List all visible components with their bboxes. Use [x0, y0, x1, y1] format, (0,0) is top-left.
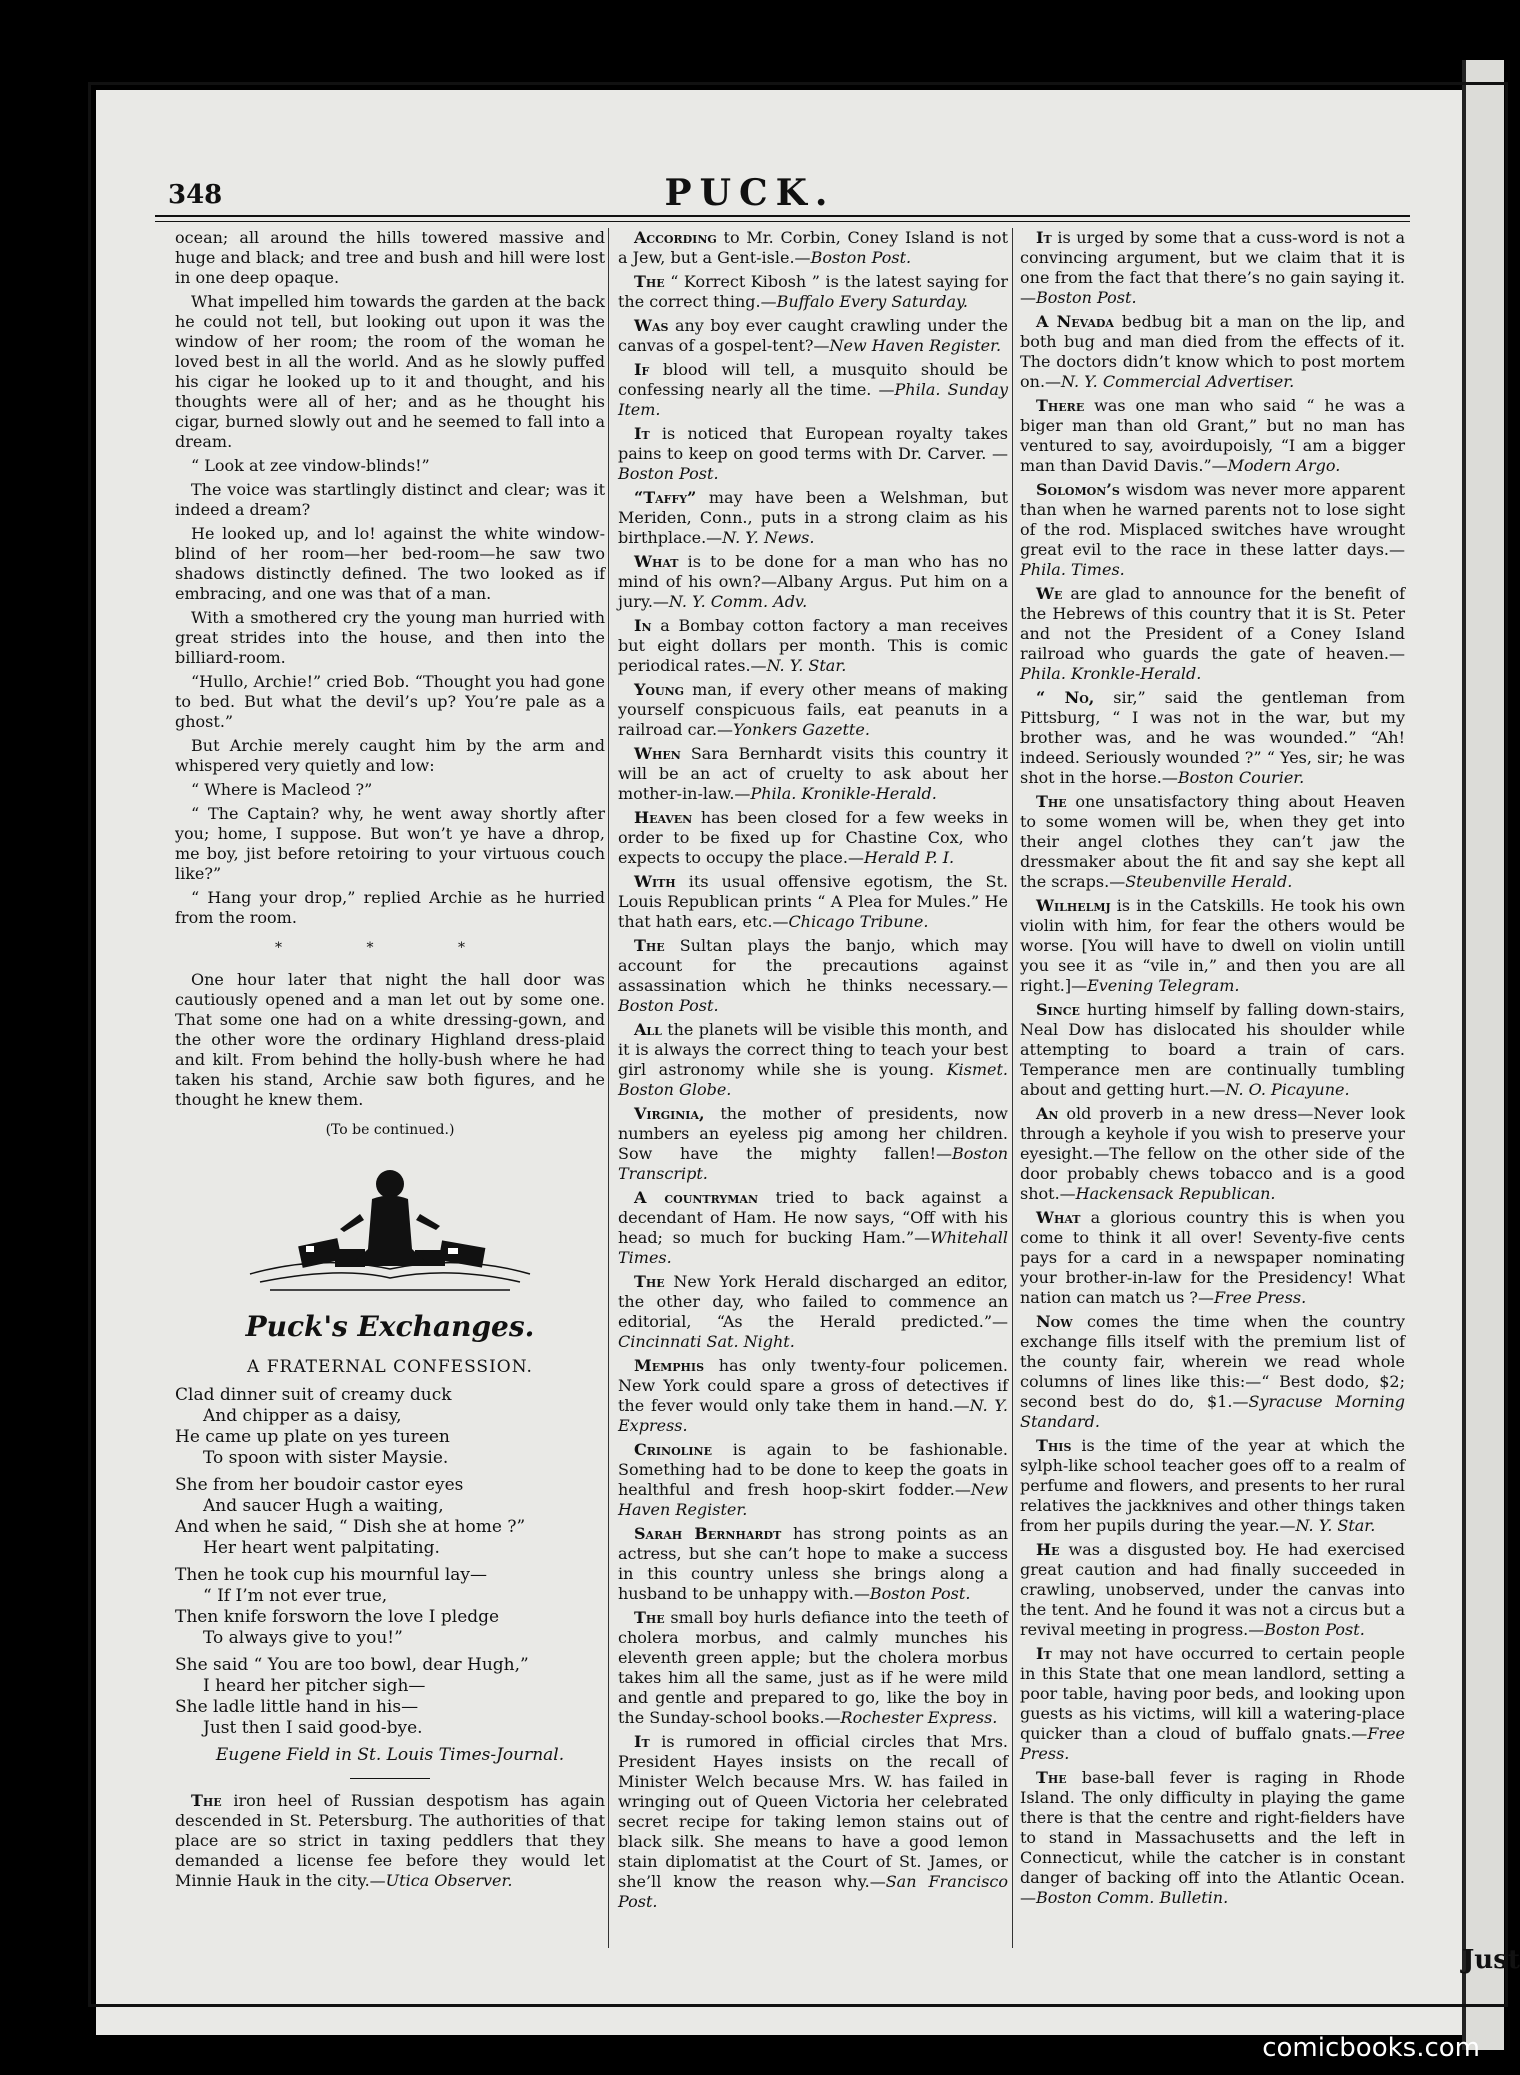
source-credit: Boston Post. [869, 1584, 971, 1603]
lead-word: Solomon’s [1036, 480, 1120, 499]
story-paragraph: With a smothered cry the young man hurried with great strides into the house, and then into the billiard-room. [175, 608, 605, 667]
exchanges-illustration [240, 1154, 540, 1304]
paragraph-text: may not have occurred to certain people in this State that one mean landlord, setting a poor table, having poor beds, and looking upon guests as his victims, will kill a watering-place quicker than a cloud of buffalo gnats.— [1020, 1644, 1405, 1743]
joke-paragraph [1020, 1312, 1405, 1432]
paragraph-text: is noticed that European royalty takes pains to keep on good terms with Dr. Carver. — [618, 424, 1008, 463]
column-1 [175, 228, 605, 1895]
source-credit: New Haven Register. [618, 1480, 1008, 1519]
source-credit: N. Y. Commercial Advertiser. [1061, 372, 1295, 391]
source-credit: Hackensack Republican. [1075, 1184, 1276, 1203]
paragraph-text: one unsatisfactory thing about Heaven to some women will be, when they get into their angel clothes they can’t jaw the dressmaker about the fit and say she kept all the scraps.— [1020, 792, 1405, 891]
story-paragraph: The voice was startlingly distinct and clear; was it indeed a dream? [175, 480, 605, 519]
story-paragraph: One hour later that night the hall door was cautiously opened and a man let out by some one. That some one had on a white dressing-gown, and the other wore the ordinary Highland dress-plaid and kilt. From behind the holly-bush where he had taken his stand, Archie saw both figures, and he thought he knew them. [175, 970, 605, 1109]
paragraph-text: is the time of the year at which the sylph-like school teacher goes off to a realm of perfume and flowers, and presents to her rural relatives the jackknives and other things taken from her pupils during the year.— [1020, 1436, 1405, 1535]
lead-word: It [1036, 228, 1052, 247]
source-credit: N. O. Picayune. [1225, 1080, 1350, 1099]
source-credit: Herald P. I. [863, 848, 955, 867]
story-paragraph: “ Hang your drop,” replied Archie as he hurried from the room. [175, 888, 605, 927]
lead-word: The [634, 1272, 665, 1291]
joke-paragraph [618, 744, 1008, 804]
paragraph-text: tried to back against a decendant of Ham. He now says, “Off with his head; so much for bucking Ham.”— [618, 1188, 1009, 1247]
adjacent-page-text: Just [1462, 1945, 1520, 1975]
joke-paragraph [618, 1608, 1008, 1728]
poem-line: Just then I said good-bye. [203, 1718, 423, 1738]
lead-word: This [1036, 1436, 1072, 1455]
paragraph-text: small boy hurls defiance into the teeth of cholera morbus, and calmly munches his eleventh green apple; but the cholera morbus takes him all the same, just as if he were mild and gentle and prepared to go, like the boy in the Sunday-school books.— [618, 1608, 1008, 1727]
poem-line: And when he said, “ Dish she at home ?” [175, 1517, 526, 1537]
lead-word: The [1036, 1768, 1067, 1787]
joke-paragraph [618, 1440, 1008, 1520]
story-paragraph: “ Where is Macleod ?” [191, 780, 373, 799]
paragraph-text: was a disgusted boy. He had exercised great caution and had finally succeeded in crawling, unobserved, under the canvas into the tent. And he found it was not a circus but a revival meeting in progress.— [1020, 1540, 1405, 1639]
source-credit: Boston Post. [810, 248, 912, 267]
joke-paragraph [1020, 688, 1405, 788]
joke-paragraph [618, 424, 1008, 484]
paragraph-text: has only twenty-four policemen. New York could spare a gross of detectives if the fever would only take them in hand.— [618, 1356, 1008, 1415]
lead-word: Now [1036, 1312, 1073, 1331]
source-credit: Phila. Kronikle-Herald. [750, 784, 937, 803]
poem-line: And chipper as a daisy, [203, 1406, 402, 1426]
joke-paragraph [618, 316, 1008, 356]
poem-line: To always give to you!” [203, 1628, 403, 1648]
poem-line: Clad dinner suit of creamy duck [175, 1385, 452, 1405]
poem-line: She from her boudoir castor eyes [175, 1475, 464, 1495]
paragraph-text: New York Herald discharged an editor, the other day, who failed to commence an editorial, “As the Herald predicted.”— [618, 1272, 1008, 1331]
paragraph-text: may have been a Welshman, but Meriden, Conn., puts in a strong claim as his birthplace.— [618, 488, 1008, 547]
paragraph-text: any boy ever caught crawling under the canvas of a gospel-tent?— [618, 316, 1008, 355]
joke-paragraph [618, 1356, 1008, 1436]
lead-word: The [1036, 792, 1067, 811]
lead-word: According [634, 228, 717, 247]
lead-word: When [634, 744, 681, 763]
lead-word: A countryman [634, 1188, 759, 1207]
joke-paragraph [1020, 312, 1405, 392]
source-credit: New Haven Register. [829, 336, 1002, 355]
lead-word: Memphis [634, 1356, 705, 1375]
lead-word: With [634, 872, 676, 891]
joke-paragraph [1020, 396, 1405, 476]
lead-word: An [1036, 1104, 1059, 1123]
section-break-stars: * * * [275, 940, 505, 956]
source-credit: Chicago Tribune. [788, 912, 929, 931]
source-credit: Steubenville Herald. [1125, 872, 1293, 891]
joke-paragraph [1020, 1768, 1405, 1908]
source-credit: Syracuse Morning Standard. [1020, 1392, 1406, 1431]
joke-paragraph [618, 272, 1008, 312]
page-number: 348 [168, 180, 223, 210]
joke-paragraph [618, 616, 1008, 676]
joke-paragraph [618, 1732, 1008, 1912]
joke-paragraph [1020, 480, 1405, 580]
source-credit: N. Y. News. [722, 528, 815, 547]
source-credit: Free Press. [1213, 1288, 1307, 1307]
lead-word: All [634, 1020, 662, 1039]
lead-word: The [634, 1608, 665, 1627]
lead-word: It [634, 1732, 650, 1751]
site-watermark: comicbooks.com [1262, 2033, 1480, 2063]
joke-paragraph [618, 228, 1008, 268]
source-credit: Yonkers Gazette. [733, 720, 870, 739]
paragraph-text: Sultan plays the banjo, which may account for the precautions against assassination which he thinks necessary.— [618, 936, 1008, 995]
lead-word: A Nevada [1036, 312, 1114, 331]
source-credit: Rochester Express. [840, 1708, 998, 1727]
lead-word: Crinoline [634, 1440, 712, 1459]
column-2 [618, 228, 1008, 1916]
source-credit: Cincinnati Sat. Night. [618, 1332, 795, 1351]
source-credit: Free Press. [1020, 1724, 1405, 1763]
joke-paragraph [618, 1188, 1008, 1268]
paragraph-text: are glad to announce for the benefit of the Hebrews of this country that it is St. Peter and not the President of a Coney Island railroad who guards the gate of heaven.— [1020, 584, 1405, 663]
story-paragraph: But Archie merely caught him by the arm and whispered very quietly and low: [175, 736, 605, 775]
lead-word: Young [634, 680, 685, 699]
paragraph-text: hurting himself by falling down-stairs, Neal Dow has dislocated his shoulder while attempting to board a train of cars. Temperance men are continually tumbling about and getting hurt.— [1020, 1000, 1405, 1099]
source-credit: Whitehall Times. [618, 1228, 1008, 1267]
paragraph-text: comes the time when the country exchange fills itself with the premium list of the county fair, wherein we read whole columns of lines like this:—“ Best dodo, $2; second best do do, $1.— [1020, 1312, 1405, 1411]
poem-line: I heard her pitcher sigh— [203, 1676, 426, 1696]
paragraph-text: its usual offensive egotism, the St. Louis Republican prints “ A Plea for Mules.” He that hath ears, etc.— [618, 872, 1008, 931]
lead-word: If [634, 360, 650, 379]
poem-credit: Eugene Field in St. Louis Times-Journal. [215, 1745, 565, 1765]
lead-word: It [1036, 1644, 1052, 1663]
joke-paragraph [618, 360, 1008, 420]
paragraph-text: Sara Bernhardt visits this country it will be an act of cruelty to ask about her mother-in-law.— [618, 744, 1008, 803]
source-credit: Boston Post. [618, 464, 719, 483]
joke-paragraph [618, 936, 1008, 1016]
paragraph-text: is rumored in official circles that Mrs. President Hayes insists on the recall of Minister Welch because Mrs. W. has failed in wringing out of Queen Victoria her celebrated secret recipe for taking lemon stains out of black silk. She means to have a good lemon stain diplomatist at the Court of St. James, or she’ll know the reason why.— [618, 1732, 1008, 1891]
joke-paragraph [618, 1272, 1008, 1352]
source-credit: Boston Post. [618, 996, 719, 1015]
exchanges-heading: Puck's Exchanges. [245, 1310, 535, 1343]
joke-paragraph [1020, 584, 1405, 684]
lead-word: Wilhelmj [1036, 896, 1111, 915]
lead-word: “ No, [1036, 688, 1095, 707]
paragraph-text: is in the Catskills. He took his own violin with him, for fear the others would be worse. [You will have to dwell on violin untill you see it as “vile in,” and then you are all right.]— [1020, 896, 1405, 995]
column-3 [1020, 228, 1405, 1912]
story-paragraph: ocean; all around the hills towered massive and huge and black; and tree and bush and hill were lost in one deep opaque. [175, 228, 605, 287]
poem-line: She said “ You are too bowl, dear Hugh,” [175, 1655, 529, 1675]
joke-paragraph [618, 872, 1008, 932]
lead-word: In [634, 616, 652, 635]
source-credit: Evening Telegram. [1087, 976, 1240, 995]
lead-word: Sarah Bernhardt [634, 1524, 782, 1543]
poem [175, 1385, 605, 1766]
joke-paragraph [1020, 792, 1405, 892]
poem-line: And saucer Hugh a waiting, [203, 1496, 444, 1516]
to-be-continued-note: (To be continued.) [325, 1122, 455, 1138]
joke-paragraph [1020, 1540, 1405, 1640]
joke-paragraph [618, 1524, 1008, 1604]
paragraph-text: blood will tell, a musquito should be confessing nearly all the time. — [618, 360, 1008, 399]
source-credit: N. Y. Star. [766, 656, 847, 675]
joke-paragraph [618, 1020, 1008, 1100]
paragraph-text: is to be done for a man who has no mind of his own?—Albany Argus. Put him on a jury.— [618, 552, 1008, 611]
paragraph-text: is urged by some that a cuss-word is not a convincing argument, but we claim that it is one from the fact that there’s no gain saying it. — [1020, 228, 1405, 307]
lead-word: We [1036, 584, 1063, 603]
paragraph-text: wisdom was never more apparent than when he warned parents not to lose sight of the rod. Misplaced switches have wrought great evil to the race in these latter days.— [1020, 480, 1405, 559]
source-credit: Phila. Kronkle-Herald. [1020, 664, 1202, 683]
poem-line: To spoon with sister Maysie. [203, 1448, 449, 1468]
paragraph-text: man, if every other means of making yourself conspicuous fails, eat peanuts in a railroad car.— [618, 680, 1008, 739]
lead-word: There [1036, 396, 1085, 415]
joke-paragraph [618, 808, 1008, 868]
source-credit: Boston Transcript. [618, 1144, 1008, 1183]
poem-rule [350, 1778, 430, 1779]
column-divider [608, 228, 609, 1948]
poem-line: Then knife forsworn the love I pledge [175, 1607, 500, 1627]
poem-line: “ If I’m not ever true, [203, 1586, 388, 1606]
joke-paragraph [1020, 1000, 1405, 1100]
joke-paragraph [618, 680, 1008, 740]
joke-paragraph [1020, 1436, 1405, 1536]
header-rule [155, 215, 1410, 222]
column-divider [1012, 228, 1013, 1948]
paragraph-text: sir,” said the gentleman from Pittsburg, “ I was not in the war, but my brother was, and he was wounded.” “Ah! indeed. Seriously wounded ?” “ Yes, sir; he was shot in the horse.— [1020, 688, 1405, 787]
joke-paragraph [1020, 228, 1405, 308]
source-credit: Kismet. Boston Globe. [618, 1060, 1008, 1099]
lead-word: Was [634, 316, 669, 335]
story-paragraph: What impelled him towards the garden at the back he could not tell, but looking out upon it was the window of her room; the room of the woman he loved best in all the world. And as he slowly puffed his cigar he looked up to it and thought, and his thoughts were all of her; and as he thought his cigar, burned slowly out and he seemed to fall into a dream. [175, 292, 605, 451]
joke-paragraph [618, 488, 1008, 548]
paragraph-text: has been closed for a few weeks in order to be fixed up for Chastine Cox, who expects to occupy the place.— [618, 808, 1008, 867]
lead-word: “Taffy” [634, 488, 697, 507]
story-paragraph: “ The Captain? why, he went away shortly after you; home, I suppose. But won’t ye have a dhrop, me boy, jist before retoiring to your virtuous couch like?” [175, 804, 605, 883]
source-credit: Boston Courier. [1177, 768, 1305, 787]
paragraph-text: a Bombay cotton factory a man receives but eight dollars per month. This is comic periodical rates.— [618, 616, 1008, 675]
paragraph [175, 1791, 605, 1891]
source-credit: Modern Argo. [1227, 456, 1341, 475]
paragraph-text: the mother of presidents, now numbers an eyeless pig among her children. Sow have the mighty fallen!— [618, 1104, 1008, 1163]
joke-paragraph [618, 552, 1008, 612]
source-credit: Phila. Sunday Item. [618, 380, 1009, 419]
poem-line: Her heart went palpitating. [203, 1538, 440, 1558]
joke-paragraph [1020, 1644, 1405, 1764]
source-credit: Utica Observer. [385, 1871, 513, 1890]
poem-line: Then he took cup his mournful lay— [175, 1565, 488, 1585]
joke-paragraph [1020, 896, 1405, 996]
paragraph-text: has strong points as an actress, but she can’t hope to make a success in this country unless she brings along a husband to be unhappy with.— [618, 1524, 1008, 1603]
paragraph-text: is again to be fashionable. Something had to be done to keep the goats in healthful and fresh hoop-skirt fodder.— [618, 1440, 1008, 1499]
paragraph-text: to Mr. Corbin, Coney Island is not a Jew, but a Gent-isle.— [618, 228, 1008, 267]
source-credit: Boston Post. [1264, 1620, 1365, 1639]
poem-line: She ladle little hand in his— [175, 1697, 419, 1717]
paragraph-text: old proverb in a new dress—Never look through a keyhole if you wish to preserve your eyesight.—The fellow on the other side of the door probably chews tobacco and is a good shot.— [1020, 1104, 1405, 1203]
lead-word: He [1036, 1540, 1060, 1559]
story-paragraph: He looked up, and lo! against the white window-blind of her room—her bed-room—he saw two shadows distinctly defined. The two looked as if embracing, and one was that of a man. [175, 524, 605, 603]
lead-word: Virginia, [634, 1104, 705, 1123]
lead-word: What [634, 552, 679, 571]
paragraph-text: a glorious country this is when you come to think it all over! Seventy-five cents pays for a card in a newspaper nominating your brother-in-law for the Presidency! What nation can match us ?— [1020, 1208, 1405, 1307]
story-paragraph: “Hullo, Archie!” cried Bob. “Thought you had gone to bed. But what the devil’s up? You’re pale as a ghost.” [175, 672, 605, 731]
source-credit: San Francisco Post. [618, 1872, 1008, 1911]
paragraph-text: iron heel of Russian despotism has again descended in St. Petersburg. The authorities of that place are so strict in taxing peddlers that they demanded a license fee before they would let Minnie Hauk in the city.— [175, 1791, 605, 1890]
source-credit: N. Y. Comm. Adv. [668, 592, 808, 611]
source-credit: N. Y. Express. [618, 1396, 1009, 1435]
lead-word: What [1036, 1208, 1081, 1227]
source-credit: Buffalo Every Saturday. [776, 292, 969, 311]
story-paragraph: “ Look at zee vindow-blinds!” [191, 456, 430, 475]
lead-word: The [634, 272, 665, 291]
source-credit: Boston Comm. Bulletin. [1036, 1888, 1229, 1907]
joke-paragraph [1020, 1208, 1405, 1308]
source-credit: Phila. Times. [1020, 560, 1125, 579]
lead-word: The [634, 936, 665, 955]
paragraph-text: bedbug bit a man on the lip, and both bug and man died from the effects of it. The doctors didn’t know which to post mortem on.— [1020, 312, 1405, 391]
lead-word: The [191, 1791, 222, 1810]
masthead-title: PUCK. [664, 172, 836, 214]
paragraph-text: was one man who said “ he was a biger man than old Grant,” but no man has ventured to say, avoirdupoisly, “I am a bigger man than David Davis.”— [1020, 396, 1405, 475]
paragraph-text: “ Korrect Kibosh ” is the latest saying for the correct thing.— [618, 272, 1008, 311]
poem-title: A FRATERNAL CONFESSION. [247, 1357, 533, 1377]
source-credit: N. Y. Star. [1295, 1516, 1376, 1535]
joke-paragraph [618, 1104, 1008, 1184]
poem-line: He came up plate on yes tureen [175, 1427, 450, 1447]
paragraph-text: base-ball fever is raging in Rhode Island. The only difficulty in playing the game there is that the centre and right-fielders have to stand in Massachusetts and the left in Connecticut, while the catcher is in constant danger of backing off into the Atlantic Ocean.— [1020, 1768, 1405, 1907]
source-credit: Boston Post. [1036, 288, 1137, 307]
lead-word: Since [1036, 1000, 1080, 1019]
lead-word: Heaven [634, 808, 693, 827]
joke-paragraph [1020, 1104, 1405, 1204]
lead-word: It [634, 424, 650, 443]
paragraph-text: the planets will be visible this month, and it is always the correct thing to teach your best girl astronomy while she is young. [618, 1020, 1008, 1079]
